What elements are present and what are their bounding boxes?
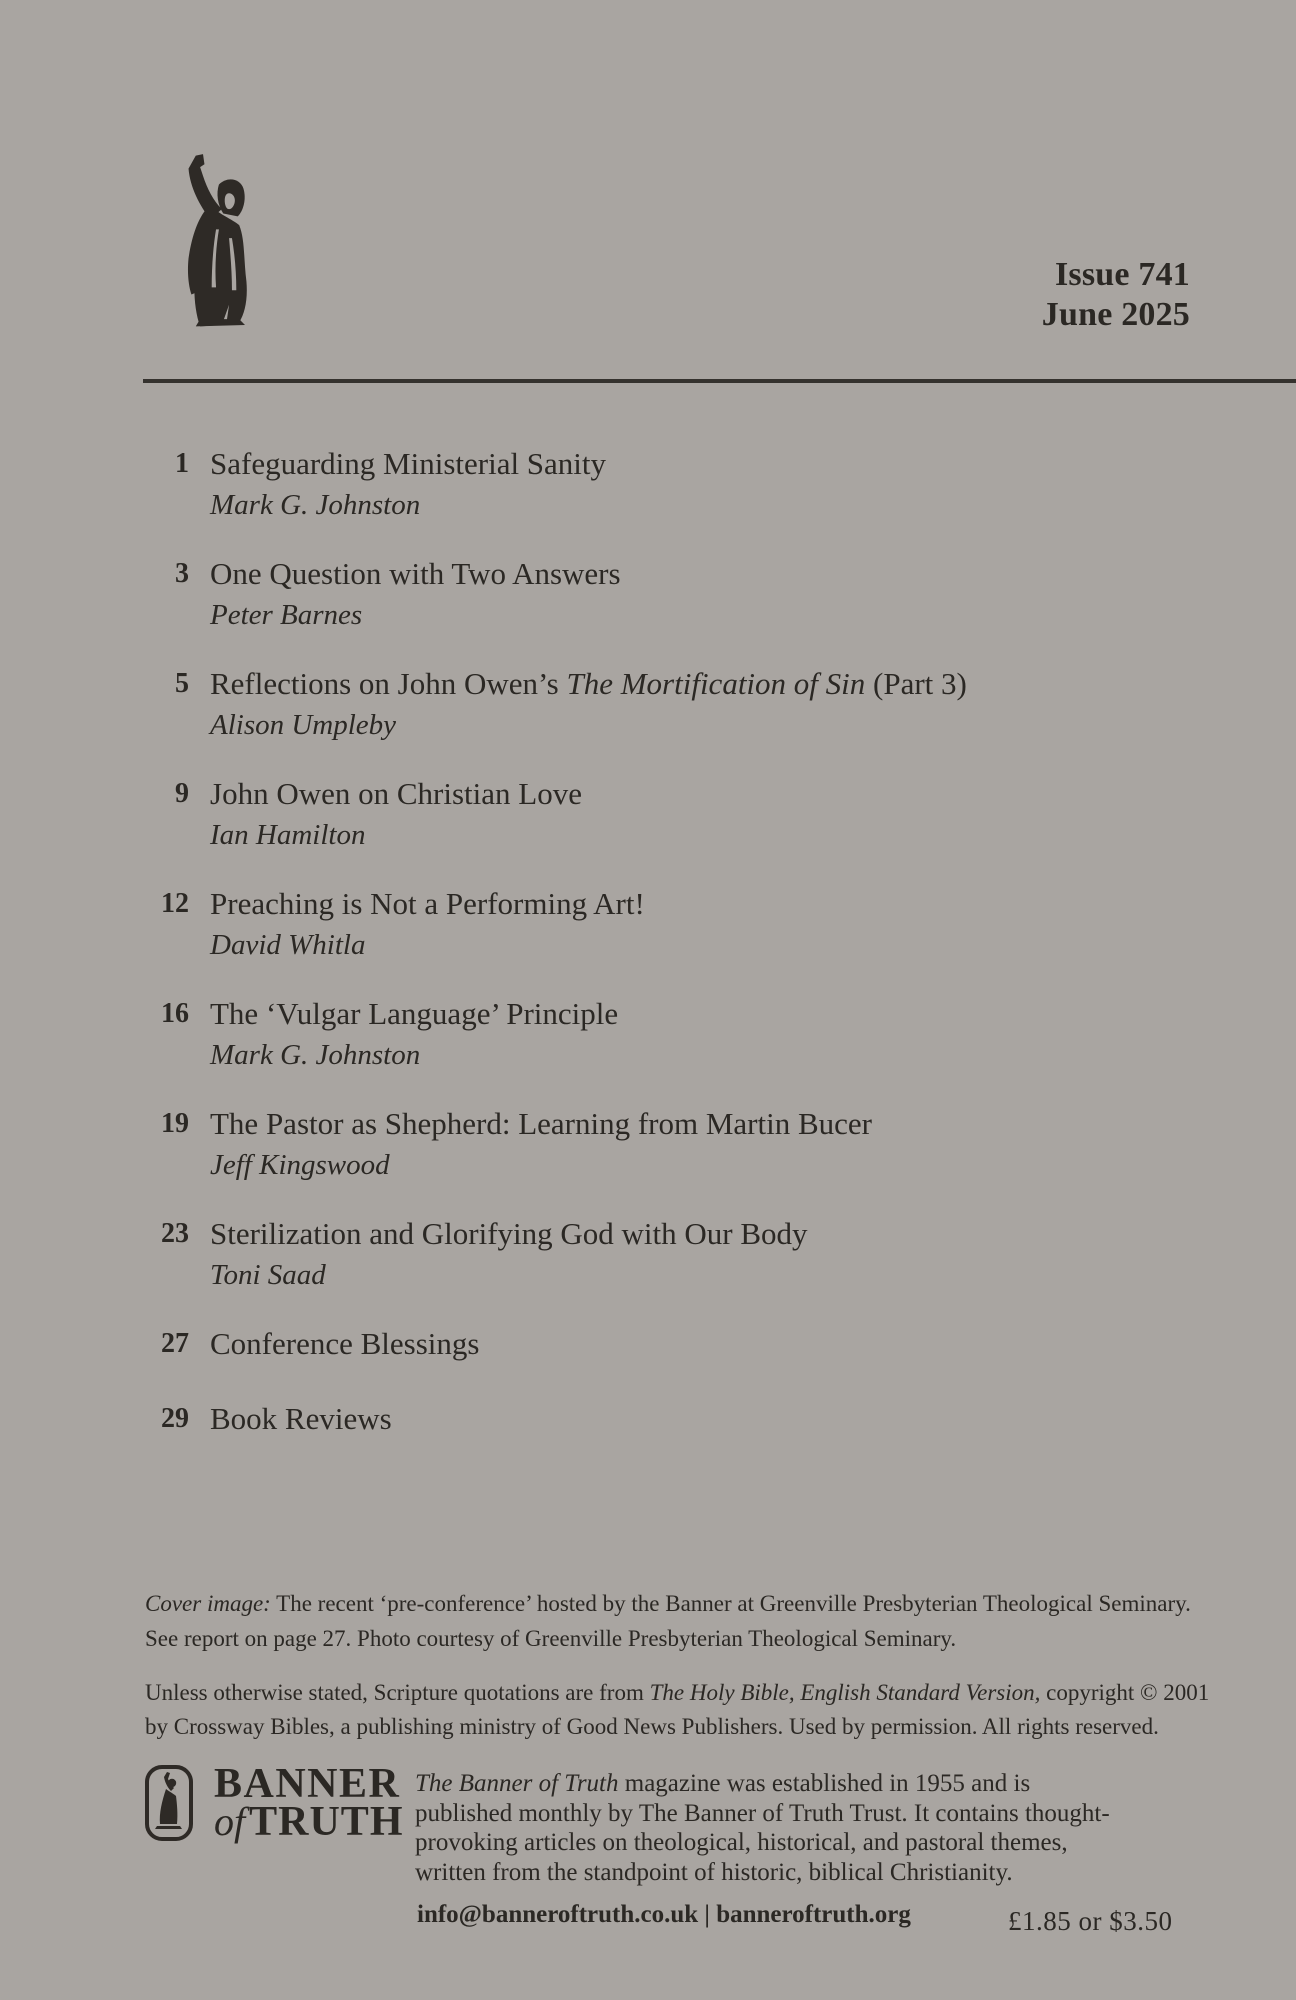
toc-author: Mark G. Johnston — [210, 489, 421, 521]
toc-page-number: 27 — [161, 1328, 189, 1359]
toc-item — [143, 1398, 1236, 1440]
issue-number: Issue 741 — [1055, 256, 1190, 293]
title-text: Sterilization and Glorifying God with Our Body — [210, 1216, 808, 1251]
toc-item — [143, 1323, 1236, 1365]
description-line4: written from the standpoint of historic, biblical Christianity. — [415, 1858, 1013, 1886]
toc-item — [143, 1103, 1236, 1185]
title-text: Preaching is Not a Performing Art! — [210, 886, 645, 921]
toc-page-number: 12 — [161, 888, 189, 919]
title-text: Reflections on John Owen’s — [210, 666, 567, 701]
toc-item — [143, 443, 1236, 525]
title-text: The Pastor as Shepherd: Learning from Martin Bucer — [210, 1106, 873, 1141]
title-text: Safeguarding Ministerial Sanity — [210, 446, 607, 481]
toc-title — [210, 663, 967, 705]
banner-of-truth-badge-icon — [144, 1764, 194, 1842]
preacher-figure-icon — [148, 150, 300, 332]
toc-author: Alison Umpleby — [210, 709, 397, 741]
contact-line — [417, 1901, 911, 1929]
wordmark-of-truth — [214, 1799, 404, 1845]
scripture-note-bible-title: The Holy Bible, English Standard Version, — [649, 1680, 1041, 1705]
header-divider — [143, 379, 1296, 383]
toc-author: Peter Barnes — [210, 599, 363, 631]
magazine-title-italic: The Banner of Truth — [415, 1770, 619, 1797]
toc-page-number: 9 — [175, 778, 189, 809]
wordmark — [214, 1761, 404, 1845]
toc-title — [210, 1398, 392, 1440]
toc-title — [210, 883, 645, 925]
magazine-description — [415, 1769, 1110, 1887]
title-text-italic: The Mortification of Sin — [566, 666, 866, 701]
contact-separator: | — [704, 1901, 710, 1928]
toc-title — [210, 1213, 808, 1255]
wordmark-of: of — [214, 1799, 246, 1844]
toc-item — [143, 1213, 1236, 1295]
toc-item — [143, 883, 1236, 965]
scripture-note-text: copyright © 2001 — [1040, 1680, 1210, 1705]
toc-page-number: 23 — [161, 1218, 189, 1249]
banner-of-truth-logo — [144, 1761, 404, 1845]
title-text: Book Reviews — [210, 1401, 392, 1436]
price-label: £1.85 or $3.50 — [1008, 1906, 1173, 1936]
description-line1 — [415, 1769, 1110, 1799]
contact-website: banneroftruth.org — [716, 1901, 911, 1928]
toc-page-number: 1 — [175, 448, 189, 479]
title-text: One Question with Two Answers — [210, 556, 621, 591]
scripture-note-text: Unless otherwise stated, Scripture quotations are from — [145, 1680, 650, 1705]
title-text: The ‘Vulgar Language’ Principle — [210, 996, 619, 1031]
toc-title — [210, 1323, 479, 1365]
toc-title — [210, 443, 606, 485]
description-line3: provoking articles on theological, historical, and pastoral themes, — [415, 1829, 1068, 1856]
scripture-copyright-note — [145, 1676, 1209, 1744]
issue-block — [1042, 255, 1190, 335]
contact-email: info@banneroftruth.co.uk — [417, 1901, 699, 1928]
toc-author: Mark G. Johnston — [210, 1039, 421, 1071]
title-text: (Part 3) — [865, 666, 967, 701]
wordmark-truth: TRUTH — [249, 1799, 404, 1845]
toc-title — [210, 773, 582, 815]
toc-title — [210, 993, 618, 1035]
toc-author: David Whitla — [210, 929, 366, 961]
description-line2: published monthly by The Banner of Truth Trust. It contains thought- — [415, 1799, 1110, 1827]
toc-item — [143, 553, 1236, 635]
cover-note-line2: See report on page 27. Photo courtesy of Greenville Presbyterian Theological Seminary. — [145, 1626, 957, 1651]
title-text: Conference Blessings — [210, 1326, 480, 1361]
cover-note-text: The recent ‘pre-conference’ hosted by the Banner at Greenville Presbyterian Theological Seminary. — [270, 1591, 1191, 1616]
toc-title — [210, 1103, 872, 1145]
toc-item — [143, 993, 1236, 1075]
issue-date: June 2025 — [1041, 296, 1190, 333]
title-text: John Owen on Christian Love — [210, 776, 582, 811]
toc-page-number: 5 — [175, 668, 189, 699]
toc-author: Jeff Kingswood — [210, 1149, 390, 1181]
table-of-contents — [143, 443, 1236, 1473]
toc-title — [210, 553, 621, 595]
toc-page-number: 3 — [175, 558, 189, 589]
toc-page-number: 19 — [161, 1108, 189, 1139]
scripture-note-line1 — [145, 1676, 1209, 1710]
scripture-note-line2: by Crossway Bibles, a publishing ministry of Good News Publishers. Used by permission. All rights reserved. — [145, 1714, 1159, 1739]
toc-item — [143, 773, 1236, 855]
cover-note-line1 — [145, 1586, 1191, 1621]
wordmark-banner: BANNER — [214, 1761, 401, 1807]
toc-item — [143, 663, 1236, 745]
cover-note-label: Cover image: — [145, 1591, 271, 1616]
toc-page-number: 16 — [161, 998, 189, 1029]
cover-image-note — [145, 1586, 1191, 1656]
toc-author: Toni Saad — [210, 1259, 326, 1291]
toc-page-number: 29 — [161, 1403, 189, 1434]
toc-author: Ian Hamilton — [210, 819, 366, 851]
description-text: magazine was established in 1955 and is — [618, 1770, 1031, 1797]
